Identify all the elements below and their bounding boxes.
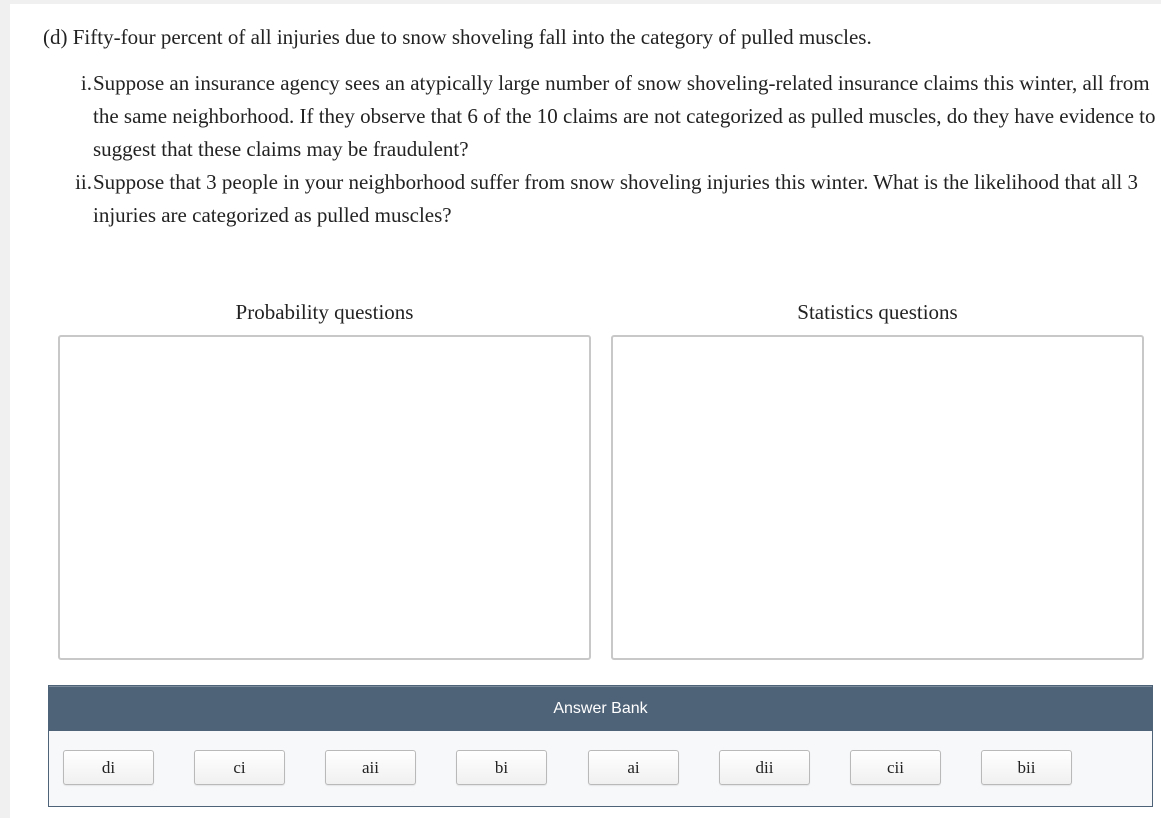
stem-text: Fifty-four percent of all injuries due to snow shoveling fall into the category of pulled muscles. [72, 25, 872, 49]
answer-bank-title: Answer Bank [49, 686, 1152, 731]
sub-question-i [80, 67, 1159, 166]
answer-chip-dii[interactable]: dii [719, 750, 810, 785]
answer-chip-cii[interactable]: cii [850, 750, 941, 785]
left-border [0, 0, 10, 818]
part-label: (d) [43, 25, 68, 49]
answer-chip-di[interactable]: di [63, 750, 154, 785]
statistics-bin-title: Statistics questions [797, 300, 958, 324]
question-stem [43, 21, 872, 54]
probability-drop-zone[interactable] [58, 335, 591, 660]
answer-chip-ai[interactable]: ai [588, 750, 679, 785]
answer-chip-aii[interactable]: aii [325, 750, 416, 785]
sub-question-text: Suppose an insurance agency sees an atypically large number of snow shoveling-related insurance claims this winter, all from the same neighborhood. If they observe that 6 of the 10 claims are not categorized as pulled muscles, do they have evidence to suggest that these claims may be fraudulent? [93, 71, 1156, 161]
answer-chip-bii[interactable]: bii [981, 750, 1072, 785]
answer-bank [48, 685, 1153, 807]
answer-chip-bi[interactable]: bi [456, 750, 547, 785]
sub-question-text: Suppose that 3 people in your neighborhood suffer from snow shoveling injuries this winter. What is the likelihood that all 3 injuries are categorized as pulled muscles? [93, 170, 1138, 227]
sub-question-ii [75, 166, 1159, 232]
answer-chip-ci[interactable]: ci [194, 750, 285, 785]
statistics-drop-zone[interactable] [611, 335, 1144, 660]
sub-question-number: ii. [75, 170, 92, 194]
top-border [0, 0, 1161, 4]
sub-question-number: i. [80, 71, 92, 95]
probability-bin-title: Probability questions [235, 300, 414, 324]
